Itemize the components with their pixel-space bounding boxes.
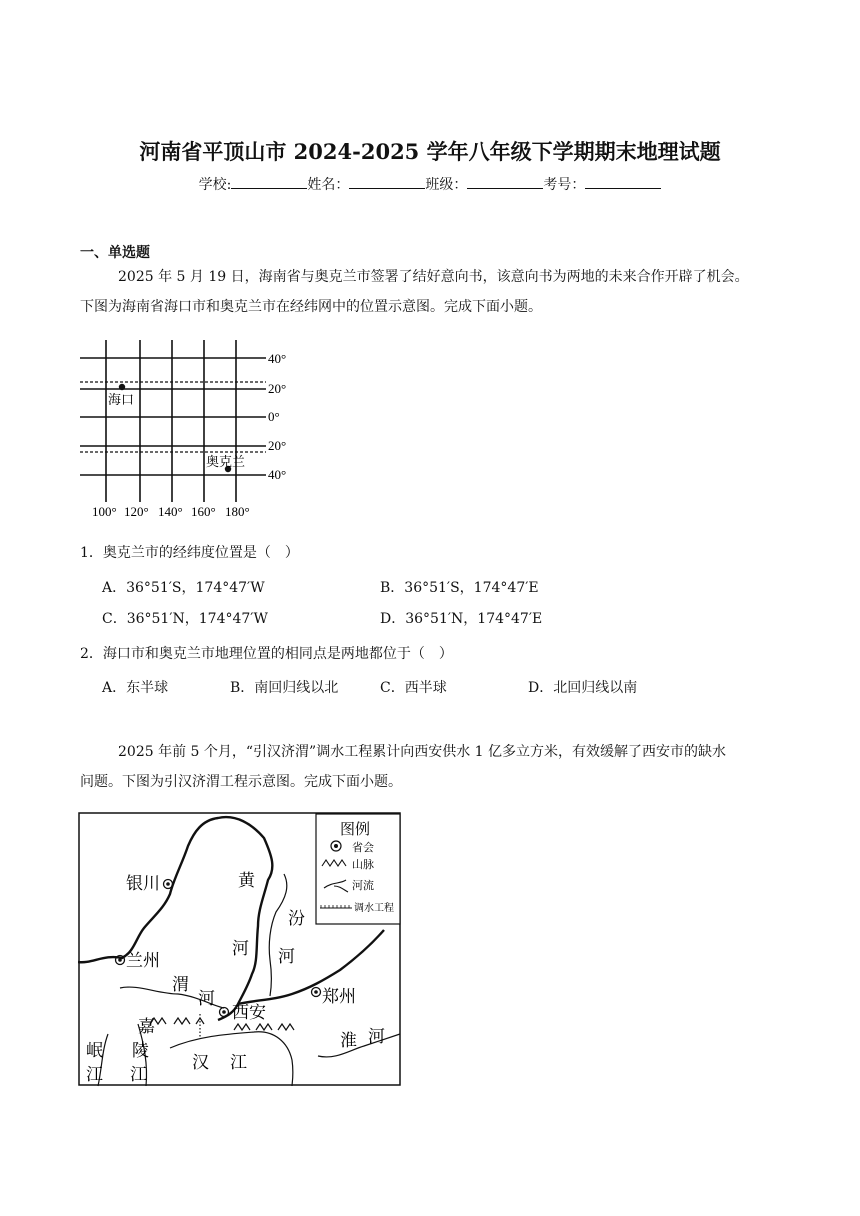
huai-label: 淮 — [340, 1031, 357, 1050]
lon-label-100: 100° — [92, 504, 117, 519]
passage-1-line-1: 2025 年 5 月 19 日，海南省与奥克兰市签署了结好意向书，该意向书为两地的未来合作开辟了机会。 — [118, 269, 749, 285]
legend-project-label: 调水工程 — [354, 903, 394, 914]
q1-option-d[interactable]: D．36°51′N，174°47′E — [380, 611, 543, 627]
lon-label-140: 140° — [158, 504, 183, 519]
yinchuan-label: 银川 — [126, 874, 160, 893]
fen-label: 汾 — [288, 909, 305, 928]
zhengzhou-label: 郑州 — [322, 987, 356, 1006]
lat-label-20s: 20° — [268, 438, 287, 453]
name-blank — [349, 174, 425, 189]
lat-label-0: 0° — [268, 409, 280, 424]
wei-label: 渭 — [172, 975, 189, 994]
fen-he-label: 河 — [278, 947, 295, 966]
graticule-map — [70, 338, 310, 528]
jia-label: 嘉 — [138, 1017, 155, 1036]
ling-label: 陵 — [132, 1041, 149, 1060]
passage-1 — [80, 262, 780, 322]
he-label: 河 — [232, 939, 249, 958]
exam-no-label: 考号： — [543, 177, 586, 193]
student-info-line — [0, 174, 860, 194]
q2-option-c[interactable]: C．西半球 — [380, 680, 447, 696]
lon-label-120: 120° — [124, 504, 149, 519]
page-title: 河南省平顶山市 2024-2025 学年八年级下学期期末地理试题 — [139, 139, 721, 164]
haikou-label: 海口 — [108, 392, 135, 407]
school-blank — [231, 174, 307, 189]
map-legend — [316, 814, 400, 924]
lon-label-180: 180° — [225, 504, 250, 519]
exam-no-blank — [585, 174, 661, 189]
school-label: 学校: — [198, 177, 232, 193]
jialing-jiang-label: 江 — [130, 1065, 147, 1084]
wei-he-label: 河 — [198, 989, 215, 1008]
min-jiang-label: 江 — [86, 1065, 103, 1084]
q2-option-a[interactable]: A．东半球 — [102, 680, 169, 696]
lat-label-20n: 20° — [268, 381, 287, 396]
huang-label: 黄 — [238, 871, 255, 890]
question-1-stem: 1．奥克兰市的经纬度位置是（ ） — [80, 545, 299, 561]
legend-title: 图例 — [340, 822, 371, 838]
min-label: 岷 — [86, 1041, 103, 1060]
lat-label-40s: 40° — [268, 467, 287, 482]
passage-1-line-2: 下图为海南省海口市和奥克兰市在经纬网中的位置示意图。完成下面小题。 — [80, 299, 542, 315]
auckland-label: 奥克兰 — [206, 454, 246, 469]
class-blank — [467, 174, 543, 189]
water-transfer-map — [78, 812, 402, 1088]
q1-option-a[interactable]: A．36°51′S，174°47′W — [102, 580, 265, 596]
q1-option-b[interactable]: B．36°51′S，174°47′E — [380, 580, 539, 596]
passage-2 — [80, 737, 780, 797]
xian-label: 西安 — [232, 1003, 266, 1022]
lat-label-40n: 40° — [268, 351, 287, 366]
question-2-stem: 2．海口市和奥克兰市地理位置的相同点是两地都位于（ ） — [80, 646, 453, 662]
section-heading: 一、单选题 — [80, 245, 150, 261]
class-label: 班级： — [425, 177, 468, 193]
legend-river-label: 河流 — [352, 880, 374, 892]
legend-capital-label: 省会 — [352, 842, 374, 854]
legend-mountain-label: 山脉 — [352, 859, 374, 871]
q2-option-b[interactable]: B．南回归线以北 — [230, 680, 339, 696]
haikou-point — [119, 384, 125, 390]
han-label: 汉 — [192, 1053, 209, 1072]
q1-option-c[interactable]: C．36°51′N，174°47′W — [102, 611, 268, 627]
han-jiang-label: 江 — [230, 1053, 247, 1072]
huai-he-label: 河 — [368, 1027, 385, 1046]
passage-2-line-2: 问题。下图为引汉济渭工程示意图。完成下面小题。 — [80, 774, 402, 790]
name-label: 姓名： — [307, 177, 350, 193]
lon-label-160: 160° — [191, 504, 216, 519]
passage-2-line-1: 2025 年前 5 个月，“引汉济渭”调水工程累计向西安供水 1 亿多立方米，有效缓解了西安市的缺水 — [118, 744, 727, 760]
lanzhou-label: 兰州 — [126, 951, 160, 970]
q2-option-d[interactable]: D．北回归线以南 — [528, 680, 638, 696]
